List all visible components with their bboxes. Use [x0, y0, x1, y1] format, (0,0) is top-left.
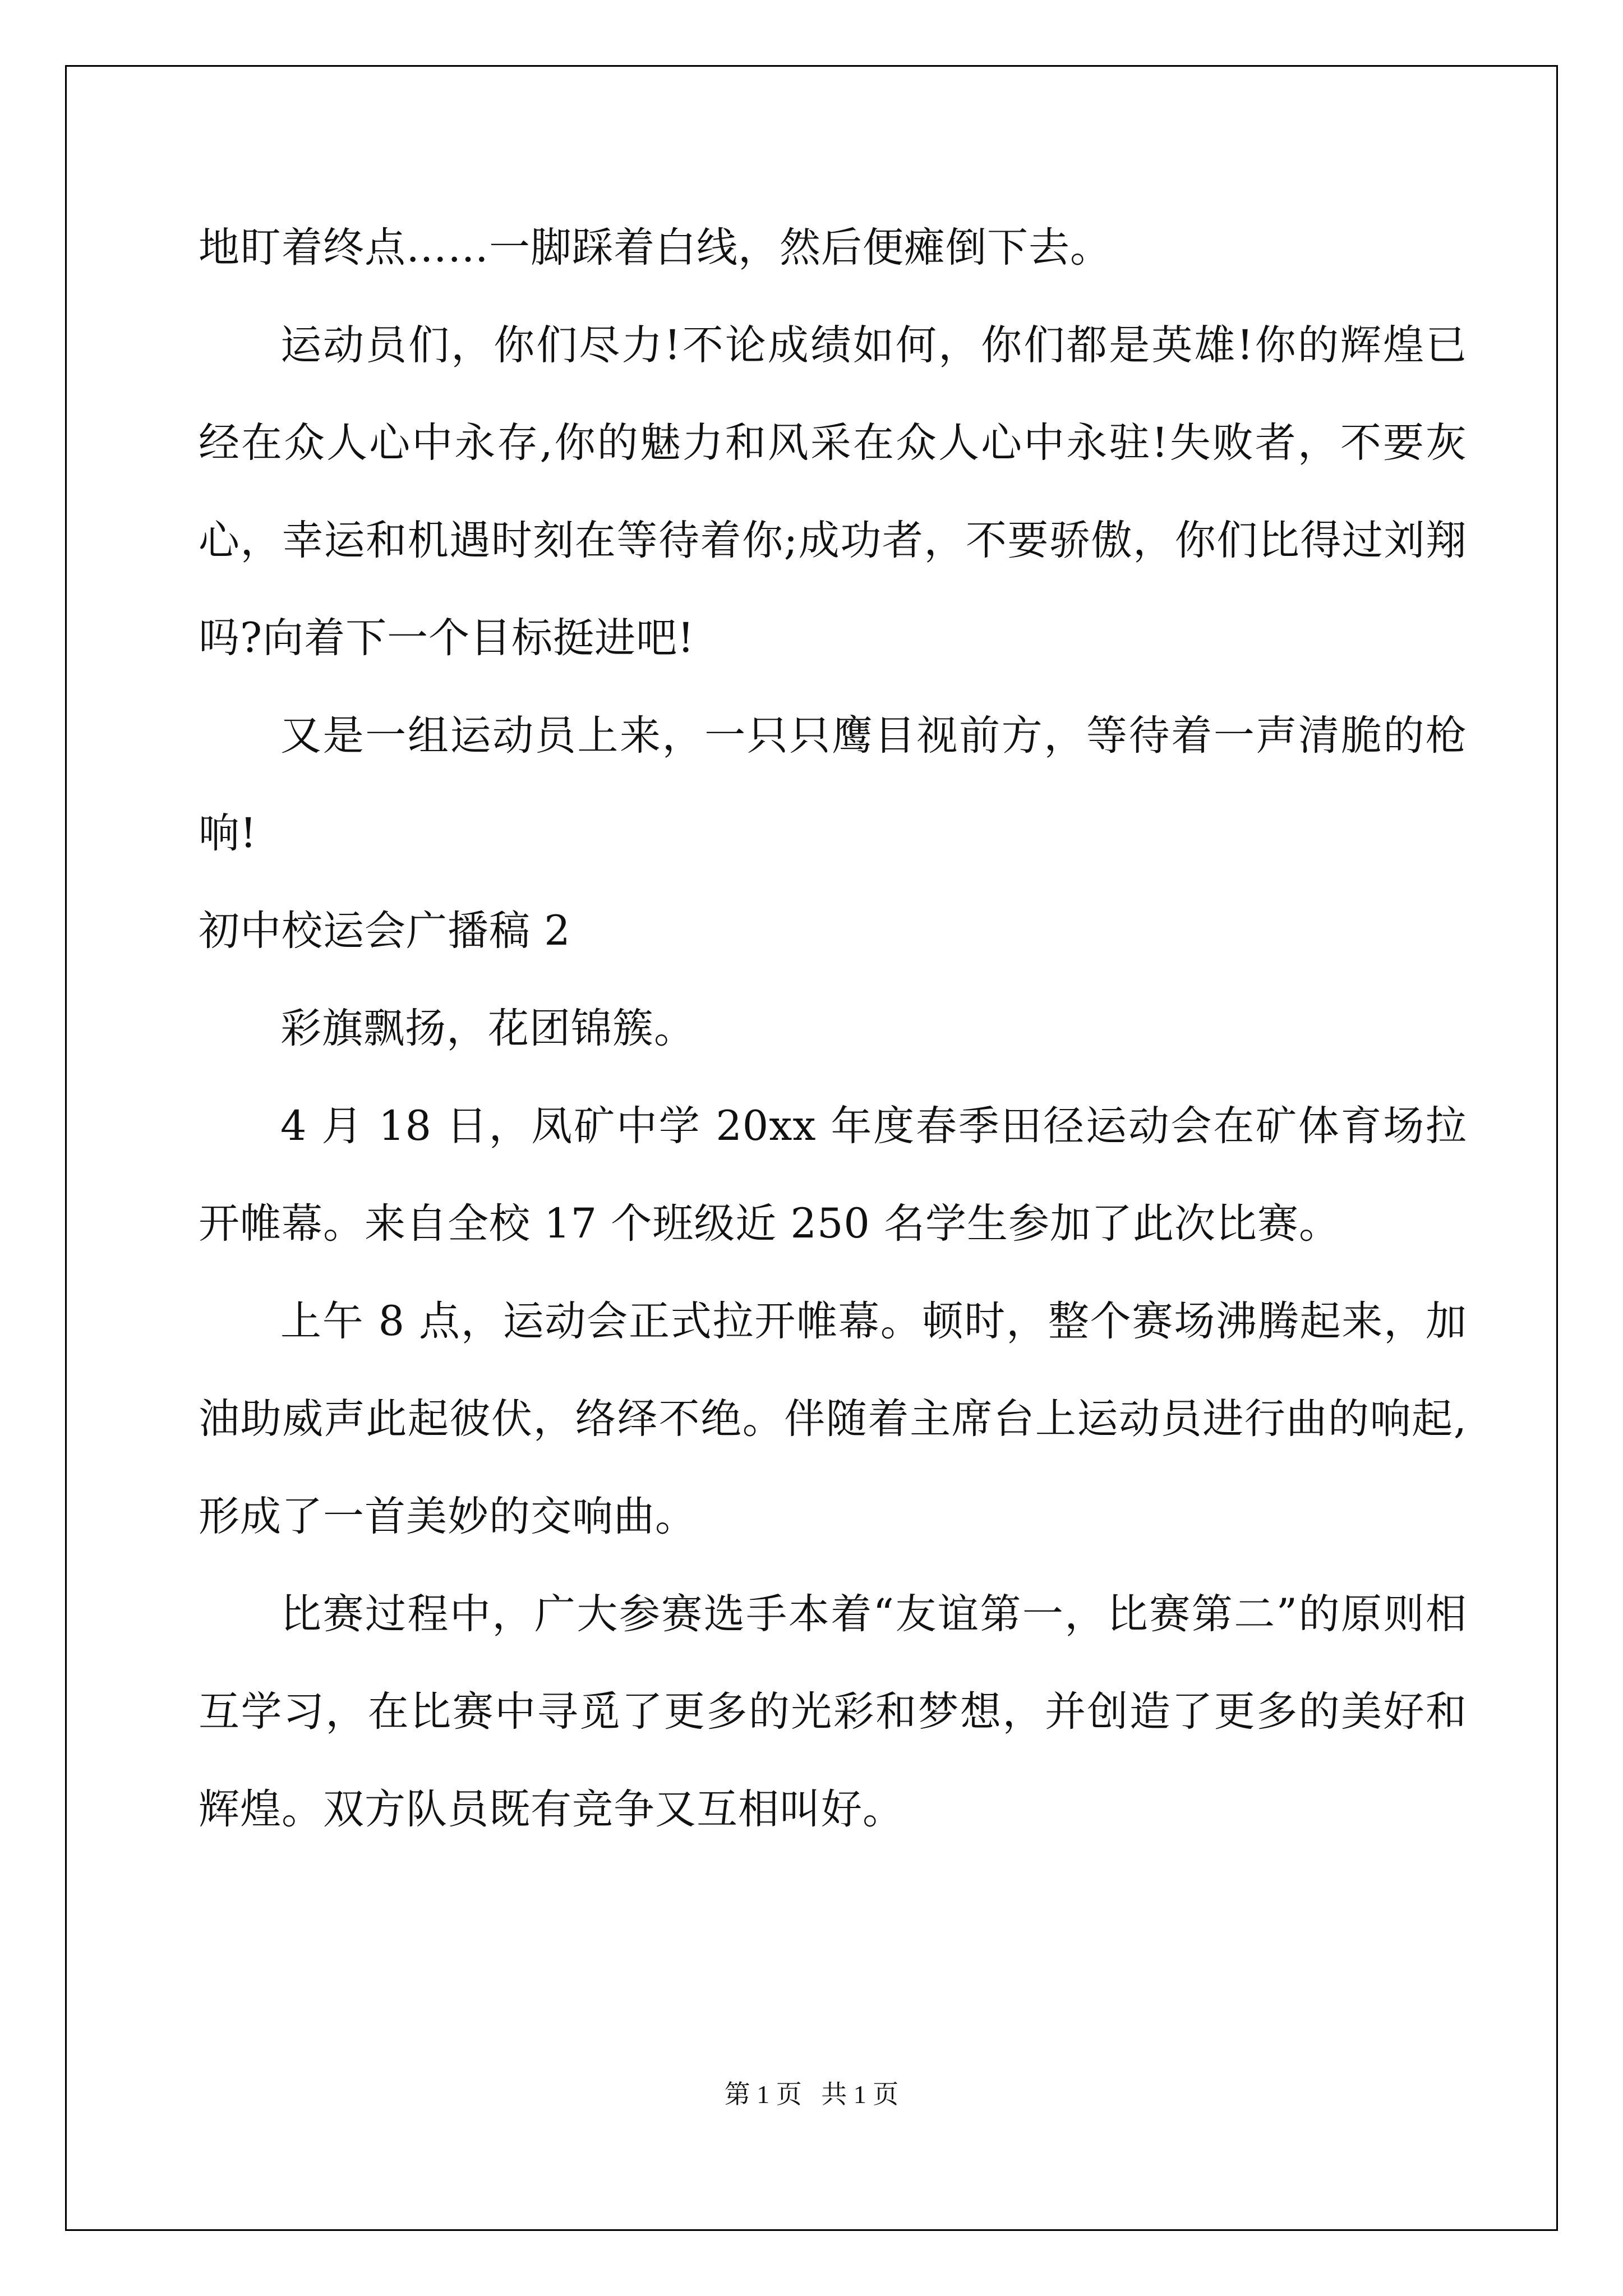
- document-body: [199, 199, 1467, 1858]
- paragraph-competition: 比赛过程中，广大参赛选手本着“友谊第一，比赛第二”的原则相互学习，在比赛中寻觅了更多的光彩和梦想，并创造了更多的美好和辉煌。双方队员既有竞争又互相叫好。: [199, 1590, 1467, 1833]
- paragraph-flags: 彩旗飘扬，花团锦簇。: [280, 1005, 695, 1052]
- paragraph-event-date: 4 月 18 日，凤矿中学 20xx 年度春季田径运动会在矿体育场拉开帷幕。来自全校 17 个班级近 250 名学生参加了此次比赛。: [199, 1102, 1467, 1248]
- page-footer: 第 1 页 共 1 页: [724, 2080, 899, 2109]
- paragraph-next-group: 又是一组运动员上来，一只只鹰目视前方，等待着一声清脆的枪响!: [199, 712, 1467, 857]
- paragraph-athletes-encouragement: 运动员们，你们尽力!不论成绩如何，你们都是英雄!你的辉煌已经在众人心中永存,你的魅力和风采在众人心中永驻!失败者，不要灰心，幸运和机遇时刻在等待着你;成功者，不要骄傲，你们比得过刘翔吗?向着下一个目标挺进吧!: [199, 321, 1467, 662]
- paragraph-opening: 上午 8 点，运动会正式拉开帷幕。顿时，整个赛场沸腾起来，加油助威声此起彼伏，络绎不绝。伴随着主席台上运动员进行曲的响起,形成了一首美妙的交响曲。: [199, 1297, 1467, 1540]
- section-heading: 初中校运会广播稿 2: [199, 907, 571, 955]
- paragraph-continuation: 地盯着终点……一脚踩着白线，然后便瘫倒下去。: [199, 224, 1112, 272]
